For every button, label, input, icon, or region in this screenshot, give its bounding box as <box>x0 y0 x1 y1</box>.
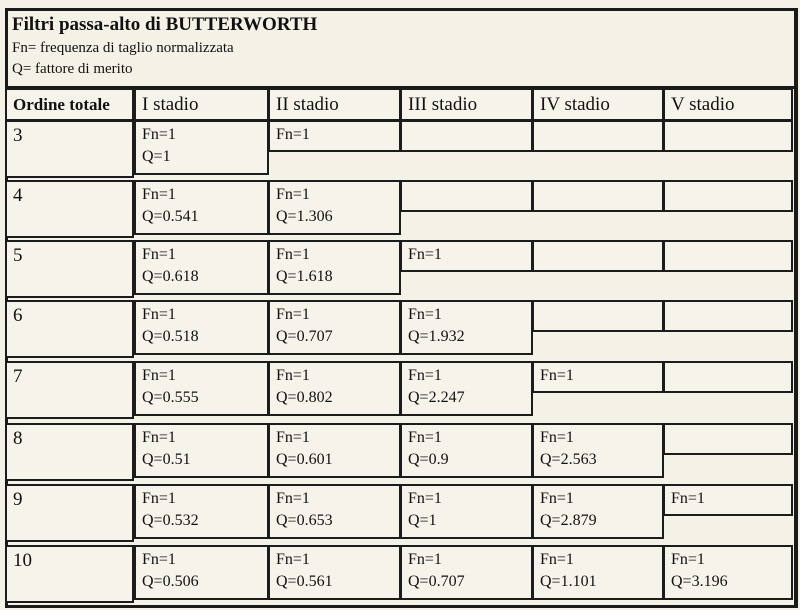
empty-cell <box>663 180 793 212</box>
q-value: Q=1.101 <box>540 573 597 590</box>
stage-cell <box>268 240 401 295</box>
order-cell: 10 <box>5 545 134 603</box>
q-value: Q=2.563 <box>540 451 597 468</box>
q-value: Q=0.707 <box>276 328 333 345</box>
column-header: III stadio <box>400 88 533 121</box>
stage-cell <box>400 484 533 539</box>
q-value: Q=0.506 <box>142 573 199 590</box>
stage-cell <box>134 545 269 600</box>
empty-cell <box>532 300 664 332</box>
fn-value: Fn=1 <box>276 490 310 507</box>
empty-cell <box>663 361 793 393</box>
stage-cell <box>268 361 401 416</box>
q-value: Q=1 <box>408 512 437 529</box>
fn-value: Fn=1 <box>142 367 176 384</box>
q-value: Q=1.306 <box>276 208 333 225</box>
fn-value: Fn=1 <box>142 551 176 568</box>
stage-cell <box>663 545 793 600</box>
legend-q: Q= fattore di merito <box>12 61 133 77</box>
stage-cell <box>400 423 533 478</box>
fn-value: Fn=1 <box>540 551 574 568</box>
fn-value: Fn=1 <box>408 490 442 507</box>
stage-cell <box>400 545 533 600</box>
stage-cell <box>400 361 533 416</box>
stage-cell <box>134 484 269 539</box>
q-value: Q=0.618 <box>142 268 199 285</box>
fn-value: Fn=1 <box>540 429 574 446</box>
stage-cell <box>134 180 269 235</box>
fn-value: Fn=1 <box>540 490 574 507</box>
stage-cell-fn <box>663 484 793 516</box>
column-header: V stadio <box>663 88 793 121</box>
fn-value: Fn=1 <box>142 429 176 446</box>
legend-fn: Fn= frequenza di taglio normalizzata <box>12 40 234 56</box>
column-header: Ordine totale <box>5 88 134 121</box>
q-value: Q=0.653 <box>276 512 333 529</box>
q-value: Q=0.51 <box>142 451 191 468</box>
q-value: Q=1.932 <box>408 328 465 345</box>
fn-value: Fn=1 <box>276 126 310 143</box>
stage-cell <box>268 180 401 235</box>
fn-value: Fn=1 <box>540 367 574 384</box>
order-cell: 4 <box>5 180 134 238</box>
empty-cell <box>663 300 793 332</box>
stage-cell <box>532 545 664 600</box>
fn-value: Fn=1 <box>142 490 176 507</box>
stage-cell-fn <box>400 240 533 272</box>
fn-value: Fn=1 <box>142 306 176 323</box>
q-value: Q=0.707 <box>408 573 465 590</box>
fn-value: Fn=1 <box>276 306 310 323</box>
q-value: Q=1 <box>142 148 171 165</box>
order-cell: 8 <box>5 423 134 481</box>
fn-value: Fn=1 <box>142 126 176 143</box>
q-value: Q=0.601 <box>276 451 333 468</box>
empty-cell <box>532 240 664 272</box>
empty-cell <box>663 120 793 152</box>
stage-cell <box>268 545 401 600</box>
q-value: Q=0.518 <box>142 328 199 345</box>
q-value: Q=2.879 <box>540 512 597 529</box>
stage-cell-fn <box>268 120 401 152</box>
q-value: Q=3.196 <box>671 573 728 590</box>
stage-cell <box>532 423 664 478</box>
empty-cell <box>532 180 664 212</box>
stage-cell <box>134 120 269 175</box>
stage-cell <box>532 484 664 539</box>
q-value: Q=0.561 <box>276 573 333 590</box>
fn-value: Fn=1 <box>276 246 310 263</box>
fn-value: Fn=1 <box>408 551 442 568</box>
fn-value: Fn=1 <box>671 551 705 568</box>
order-cell: 3 <box>5 120 134 178</box>
q-value: Q=1.618 <box>276 268 333 285</box>
fn-value: Fn=1 <box>276 551 310 568</box>
column-header: II stadio <box>268 88 401 121</box>
fn-value: Fn=1 <box>408 429 442 446</box>
stage-cell-fn <box>532 361 664 393</box>
q-value: Q=0.532 <box>142 512 199 529</box>
q-value: Q=0.9 <box>408 451 449 468</box>
q-value: Q=0.802 <box>276 389 333 406</box>
fn-value: Fn=1 <box>408 246 442 263</box>
stage-cell <box>134 423 269 478</box>
stage-cell <box>134 361 269 416</box>
order-cell: 7 <box>5 361 134 419</box>
order-cell: 5 <box>5 240 134 298</box>
fn-value: Fn=1 <box>671 490 705 507</box>
q-value: Q=0.555 <box>142 389 199 406</box>
fn-value: Fn=1 <box>276 367 310 384</box>
stage-cell <box>268 300 401 355</box>
order-cell: 6 <box>5 300 134 358</box>
fn-value: Fn=1 <box>408 306 442 323</box>
stage-cell <box>268 423 401 478</box>
empty-cell <box>663 423 793 455</box>
stage-cell <box>134 240 269 295</box>
q-value: Q=2.247 <box>408 389 465 406</box>
fn-value: Fn=1 <box>276 429 310 446</box>
q-value: Q=0.541 <box>142 208 199 225</box>
stage-cell <box>400 300 533 355</box>
stage-cell <box>134 300 269 355</box>
column-header: I stadio <box>134 88 269 121</box>
empty-cell <box>400 120 533 152</box>
empty-cell <box>532 120 664 152</box>
order-cell: 9 <box>5 484 134 542</box>
document-title: Filtri passa-alto di BUTTERWORTH <box>12 14 318 35</box>
fn-value: Fn=1 <box>276 186 310 203</box>
fn-value: Fn=1 <box>408 367 442 384</box>
empty-cell <box>663 240 793 272</box>
column-header: IV stadio <box>532 88 664 121</box>
fn-value: Fn=1 <box>142 246 176 263</box>
empty-cell <box>400 180 533 212</box>
fn-value: Fn=1 <box>142 186 176 203</box>
stage-cell <box>268 484 401 539</box>
